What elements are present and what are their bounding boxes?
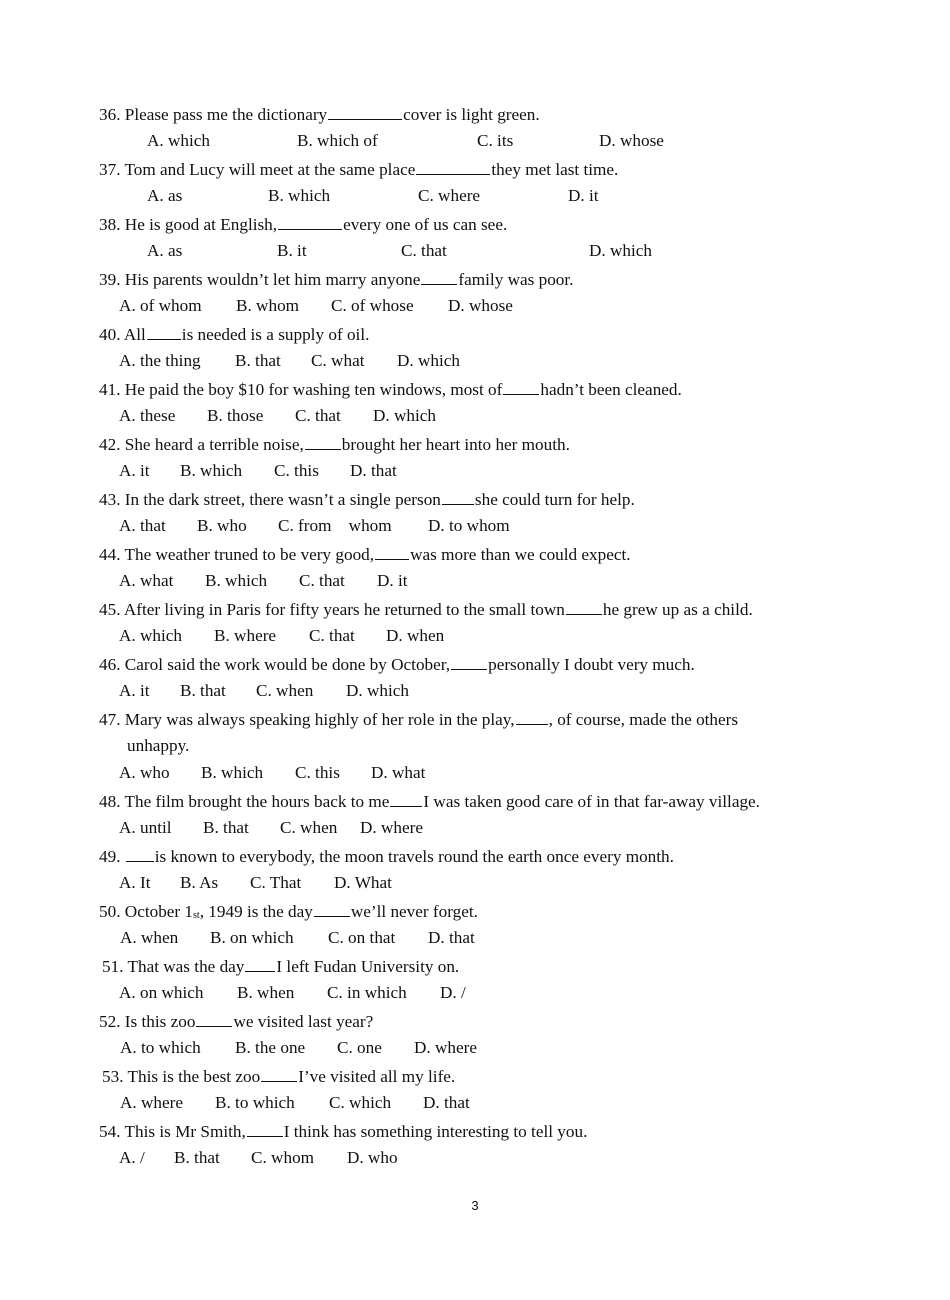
- question-text: 36. Please pass me the dictionary: [99, 105, 328, 124]
- option-a[interactable]: A. until: [119, 818, 172, 837]
- option-b[interactable]: B. when: [237, 983, 295, 1002]
- question-48: [99, 791, 760, 812]
- question-42: [99, 434, 570, 455]
- option-c[interactable]: C. that: [299, 571, 345, 590]
- question-46: [99, 654, 695, 675]
- answer-blank: [126, 846, 154, 862]
- question-44: [99, 544, 631, 565]
- question-text: he grew up as a child.: [602, 600, 753, 619]
- answer-blank: [503, 379, 539, 395]
- options-49: [0, 873, 950, 893]
- option-c[interactable]: C. when: [256, 681, 314, 700]
- question-text: cover is light green.: [403, 105, 540, 124]
- question-text: is needed is a supply of oil.: [181, 325, 370, 344]
- question-text: 45. After living in Paris for fifty years he returned to the small town: [99, 600, 565, 619]
- answer-blank: [442, 489, 474, 505]
- question-text: is known to everybody, the moon travels round the earth once every month.: [154, 847, 674, 866]
- question-45: [99, 599, 753, 620]
- option-d[interactable]: D. which: [589, 241, 653, 260]
- question-text: she could turn for help.: [474, 490, 635, 509]
- options-37: [0, 186, 950, 206]
- option-d[interactable]: D. what: [371, 763, 426, 782]
- options-53: [0, 1093, 950, 1113]
- answer-blank: [566, 599, 602, 615]
- question-47-continuation: unhappy.: [127, 736, 190, 755]
- option-c[interactable]: C. in which: [327, 983, 407, 1002]
- options-46: [0, 681, 950, 701]
- question-40: [99, 324, 369, 345]
- option-a[interactable]: A. these: [119, 406, 176, 425]
- option-b[interactable]: B. that: [174, 1148, 220, 1167]
- option-c[interactable]: C. whom: [251, 1148, 315, 1167]
- question-text: , of course, made the others: [548, 710, 739, 729]
- option-a[interactable]: A. that: [119, 516, 166, 535]
- options-52: [0, 1038, 950, 1058]
- answer-blank: [416, 159, 490, 175]
- question-text: we’ll never forget.: [350, 902, 478, 921]
- option-c[interactable]: C. That: [250, 873, 302, 892]
- option-d[interactable]: D. that: [428, 928, 475, 947]
- answer-blank: [328, 104, 402, 120]
- option-d[interactable]: D. whose: [448, 296, 513, 315]
- question-text: 50. October 1: [99, 902, 194, 921]
- question-text: 44. The weather truned to be very good,: [99, 545, 375, 564]
- option-c[interactable]: C. when: [280, 818, 338, 837]
- answer-blank: [421, 269, 457, 285]
- question-text: 43. In the dark street, there wasn’t a single person: [99, 490, 441, 509]
- question-37: [99, 159, 618, 180]
- question-53: [102, 1066, 455, 1087]
- question-text: 47. Mary was always speaking highly of her role in the play,: [99, 710, 515, 729]
- answer-blank: [451, 654, 487, 670]
- option-a[interactable]: A. who: [119, 763, 170, 782]
- question-text: hadn’t been cleaned.: [540, 380, 682, 399]
- option-d[interactable]: D. which: [346, 681, 410, 700]
- option-c[interactable]: C. that: [295, 406, 341, 425]
- options-54: [0, 1148, 950, 1168]
- question-text: 51. That was the day: [102, 957, 245, 976]
- option-b[interactable]: B. which: [205, 571, 268, 590]
- question-text: they met last time.: [491, 160, 619, 179]
- options-48: [0, 818, 950, 838]
- question-text: 49.: [99, 847, 125, 866]
- option-c[interactable]: C. what: [311, 351, 365, 370]
- option-c[interactable]: C. this: [274, 461, 319, 480]
- answer-blank: [390, 791, 422, 807]
- option-a[interactable]: A. the thing: [119, 351, 201, 370]
- answer-blank: [261, 1066, 297, 1082]
- question-52: [99, 1011, 373, 1032]
- option-a[interactable]: A. as: [147, 241, 183, 260]
- options-36: [0, 131, 950, 151]
- page-number: 3: [471, 1198, 479, 1213]
- question-text: 53. This is the best zoo: [102, 1067, 261, 1086]
- option-b[interactable]: B. As: [180, 873, 219, 892]
- question-text: 40. All: [99, 325, 146, 344]
- ordinal-suffix: st: [193, 910, 200, 921]
- question-text: we visited last year?: [233, 1012, 374, 1031]
- question-text: brought her heart into her mouth.: [341, 435, 570, 454]
- options-41: [0, 406, 950, 426]
- question-text: 46. Carol said the work would be done by October,: [99, 655, 451, 674]
- options-51: [0, 983, 950, 1003]
- answer-blank: [278, 214, 342, 230]
- question-47: [99, 709, 738, 730]
- question-text: 37. Tom and Lucy will meet at the same place: [99, 160, 416, 179]
- question-text: 39. His parents wouldn’t let him marry anyone: [99, 270, 421, 289]
- question-43: [99, 489, 635, 510]
- option-b[interactable]: B. which of: [297, 131, 378, 150]
- question-text: 41. He paid the boy $10 for washing ten windows, most of: [99, 380, 503, 399]
- option-c[interactable]: C. on that: [328, 928, 396, 947]
- option-a[interactable]: A. what: [119, 571, 174, 590]
- option-d[interactable]: D. which: [397, 351, 461, 370]
- option-a[interactable]: A. to which: [120, 1038, 201, 1057]
- option-a[interactable]: A. as: [147, 186, 183, 205]
- question-51: [102, 956, 459, 977]
- question-text: 54. This is Mr Smith,: [99, 1122, 246, 1141]
- question-39: [99, 269, 573, 290]
- question-text: I’ve visited all my life.: [298, 1067, 456, 1086]
- option-b[interactable]: B. it: [277, 241, 307, 260]
- option-a[interactable]: A. it: [119, 681, 150, 700]
- option-a[interactable]: A. which: [119, 626, 183, 645]
- option-c[interactable]: C. which: [329, 1093, 392, 1112]
- option-b[interactable]: B. on which: [210, 928, 294, 947]
- options-42: [0, 461, 950, 481]
- option-a[interactable]: A. on which: [119, 983, 204, 1002]
- option-a[interactable]: A. of whom: [119, 296, 202, 315]
- option-d[interactable]: D. to whom: [428, 516, 510, 535]
- option-c[interactable]: C. this: [295, 763, 340, 782]
- option-d[interactable]: D. who: [347, 1148, 398, 1167]
- question-text: personally I doubt very much.: [488, 655, 695, 674]
- question-text: 38. He is good at English,: [99, 215, 278, 234]
- option-c[interactable]: C. its: [477, 131, 514, 150]
- option-b[interactable]: B. which: [268, 186, 331, 205]
- option-b[interactable]: B. those: [207, 406, 264, 425]
- option-b[interactable]: B. the one: [235, 1038, 306, 1057]
- option-b[interactable]: B. that: [203, 818, 249, 837]
- question-text: I was taken good care of in that far-away village.: [423, 792, 760, 811]
- option-a[interactable]: A. /: [119, 1148, 145, 1167]
- option-d[interactable]: D. What: [334, 873, 392, 892]
- question-54: [99, 1121, 587, 1142]
- option-d[interactable]: D. which: [373, 406, 437, 425]
- option-d[interactable]: D. it: [568, 186, 599, 205]
- option-d[interactable]: D. that: [423, 1093, 470, 1112]
- question-text: was more than we could expect.: [410, 545, 631, 564]
- option-c[interactable]: C. of whose: [331, 296, 414, 315]
- option-a[interactable]: A. which: [147, 131, 211, 150]
- option-c[interactable]: C. that: [309, 626, 355, 645]
- option-a[interactable]: A. when: [120, 928, 179, 947]
- option-b[interactable]: B. that: [235, 351, 281, 370]
- option-a[interactable]: A. where: [120, 1093, 183, 1112]
- option-b[interactable]: B. which: [180, 461, 243, 480]
- option-a[interactable]: A. It: [119, 873, 151, 892]
- question-36: [99, 104, 540, 125]
- answer-blank: [196, 1011, 232, 1027]
- option-b[interactable]: B. that: [180, 681, 226, 700]
- option-b[interactable]: B. who: [197, 516, 247, 535]
- question-text: , 1949 is the day: [199, 902, 313, 921]
- answer-blank: [247, 1121, 283, 1137]
- option-d[interactable]: D. whose: [599, 131, 664, 150]
- option-d[interactable]: D. /: [440, 983, 466, 1002]
- question-50: [99, 901, 478, 926]
- answer-blank: [375, 544, 409, 560]
- question-38: [99, 214, 507, 235]
- question-text: I think has something interesting to tell you.: [283, 1122, 588, 1141]
- options-45: [0, 626, 950, 646]
- answer-blank: [245, 956, 275, 972]
- question-text: 48. The film brought the hours back to me: [99, 792, 390, 811]
- option-c[interactable]: C. one: [337, 1038, 382, 1057]
- answer-blank: [516, 709, 548, 725]
- option-c[interactable]: C. from whom: [278, 516, 392, 535]
- option-b[interactable]: B. whom: [236, 296, 300, 315]
- option-c[interactable]: C. that: [401, 241, 447, 260]
- options-47: [0, 763, 950, 783]
- options-39: [0, 296, 950, 316]
- option-b[interactable]: B. where: [214, 626, 277, 645]
- option-a[interactable]: A. it: [119, 461, 150, 480]
- option-b[interactable]: B. to which: [215, 1093, 295, 1112]
- option-d[interactable]: D. it: [377, 571, 408, 590]
- question-41: [99, 379, 682, 400]
- question-text: I left Fudan University on.: [276, 957, 460, 976]
- option-d[interactable]: D. where: [360, 818, 423, 837]
- question-text: every one of us can see.: [343, 215, 508, 234]
- question-text: family was poor.: [458, 270, 574, 289]
- options-40: [0, 351, 950, 371]
- answer-blank: [305, 434, 341, 450]
- option-c[interactable]: C. where: [418, 186, 481, 205]
- option-d[interactable]: D. when: [386, 626, 445, 645]
- option-d[interactable]: D. where: [414, 1038, 477, 1057]
- options-44: [0, 571, 950, 591]
- options-50: [0, 928, 950, 948]
- question-text: 52. Is this zoo: [99, 1012, 196, 1031]
- option-d[interactable]: D. that: [350, 461, 397, 480]
- answer-blank: [147, 324, 181, 340]
- question-text: 42. She heard a terrible noise,: [99, 435, 304, 454]
- options-38: [0, 241, 950, 261]
- options-43: [0, 516, 950, 536]
- option-b[interactable]: B. which: [201, 763, 264, 782]
- question-49: [99, 846, 674, 867]
- answer-blank: [314, 901, 350, 917]
